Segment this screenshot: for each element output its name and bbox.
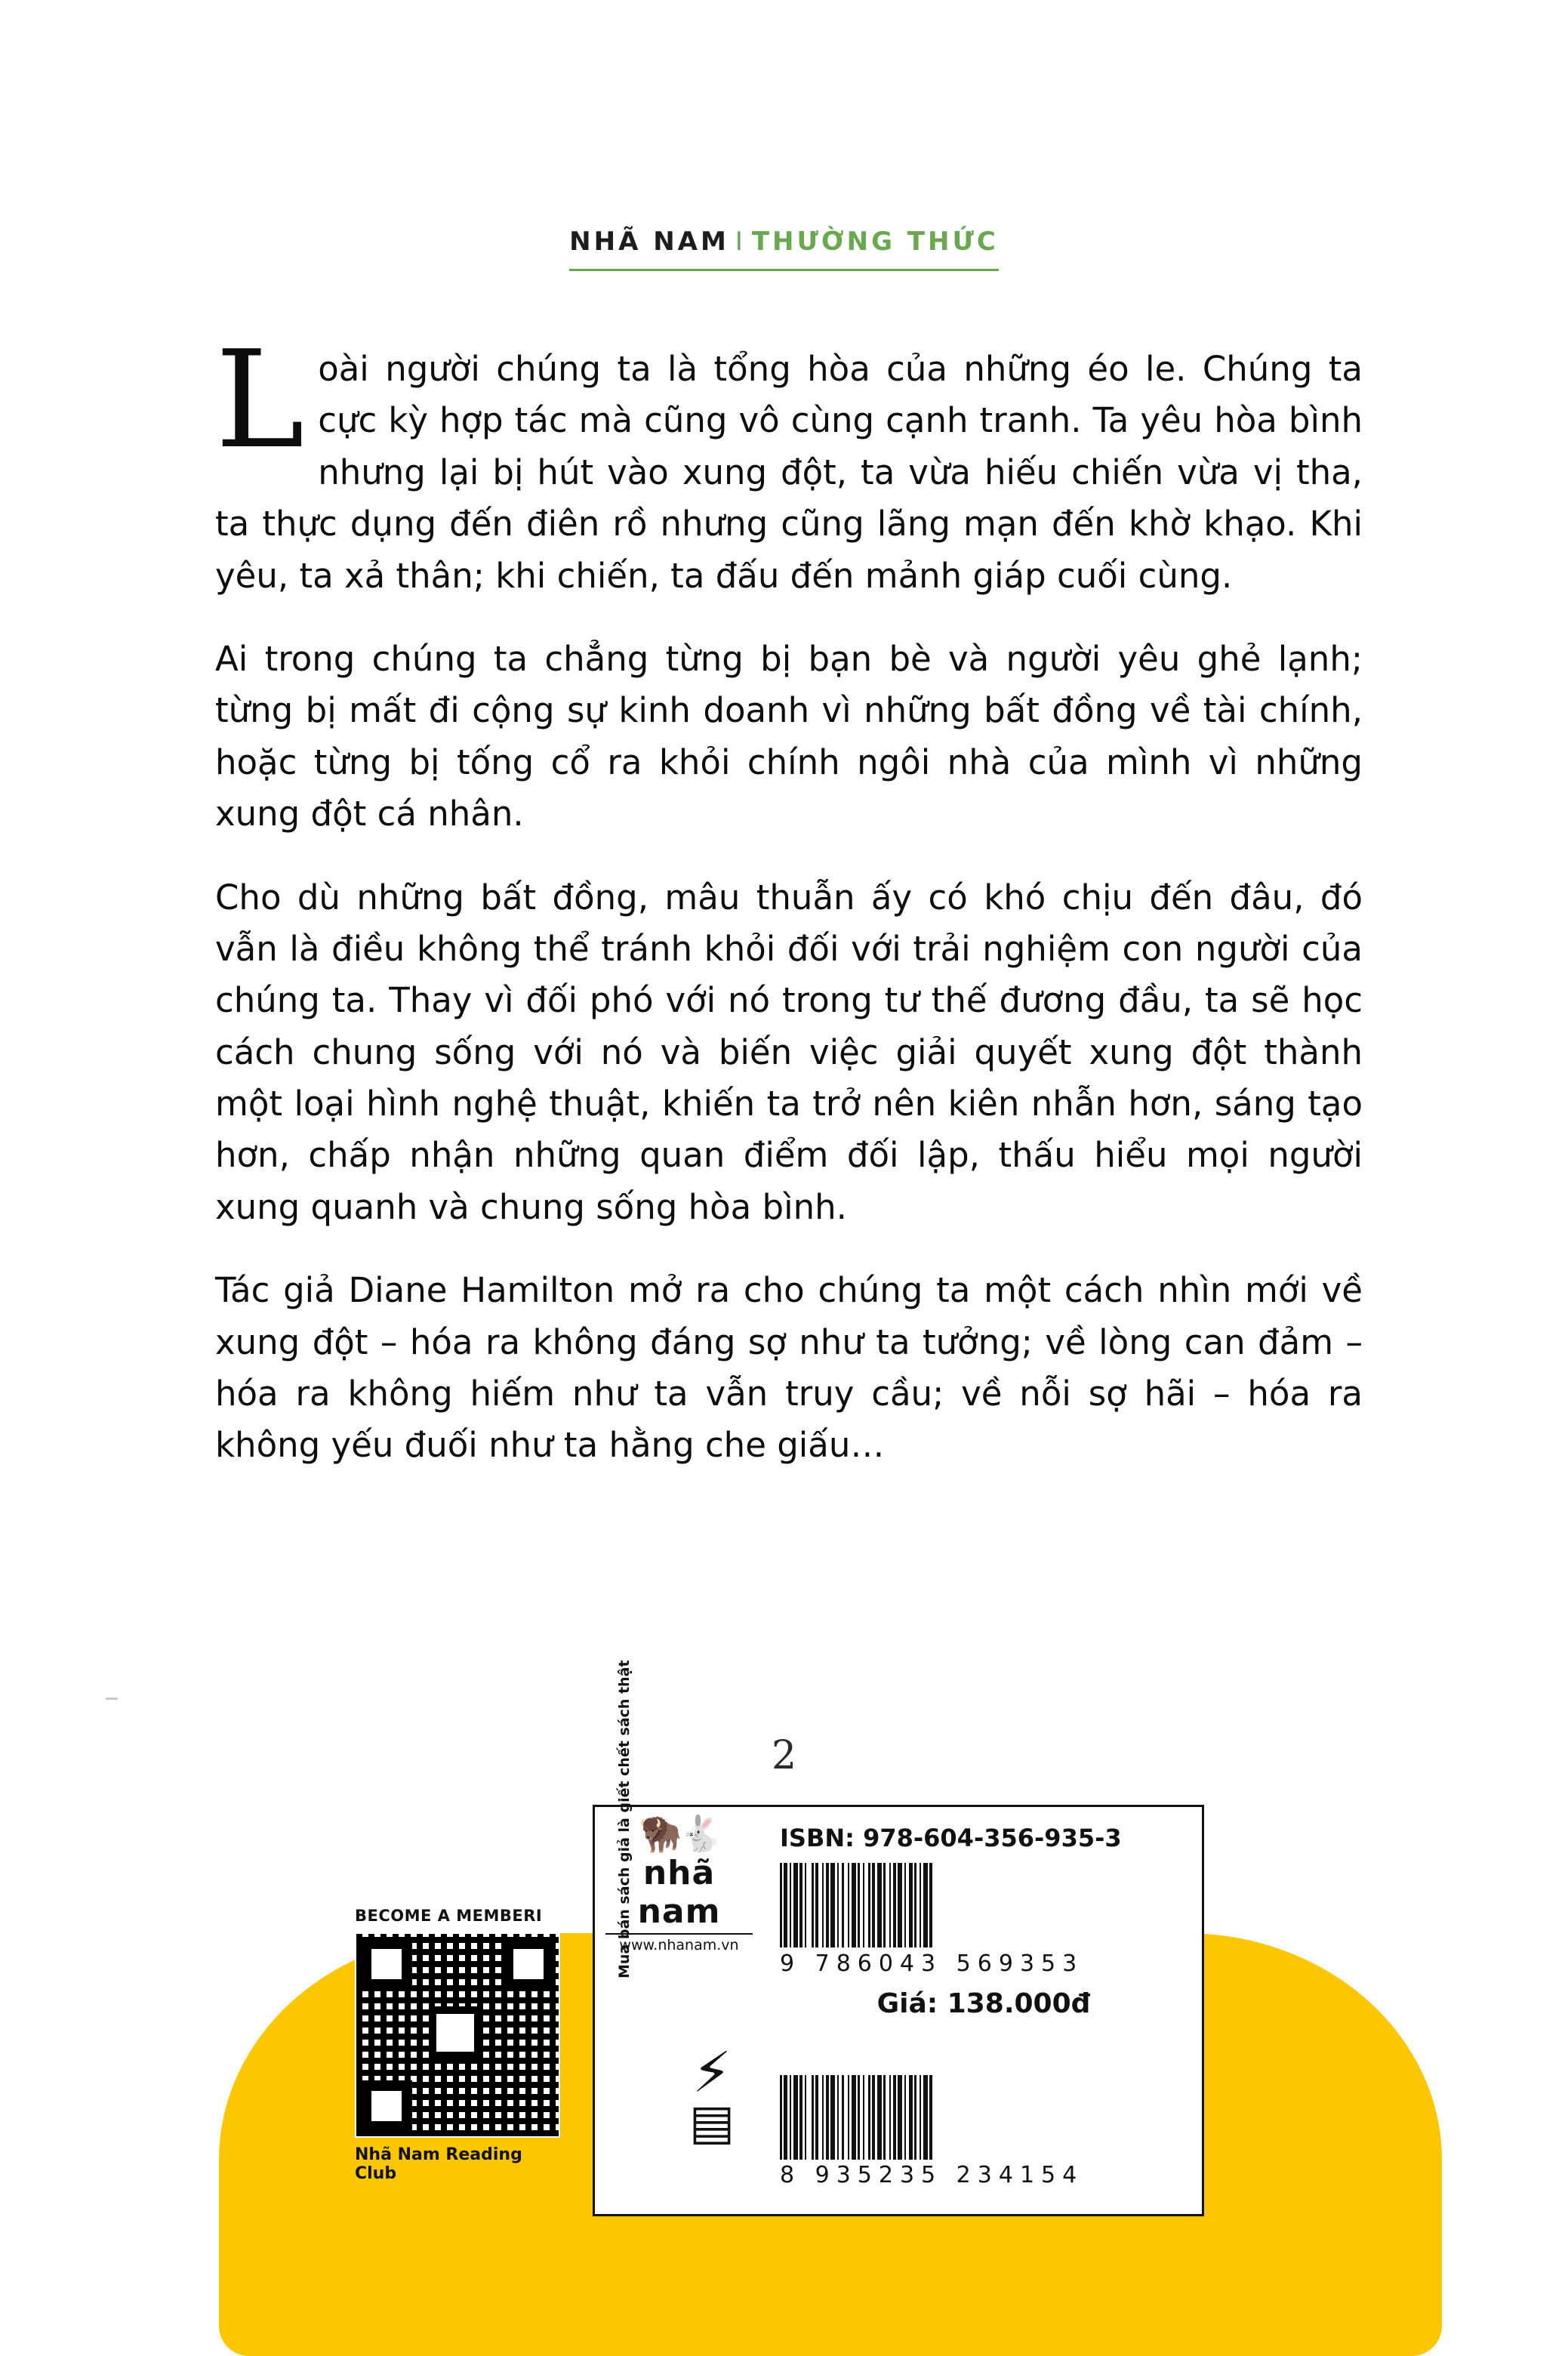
publisher-logo-name: nhã nam bbox=[637, 1854, 721, 1931]
drop-cap: L bbox=[215, 322, 305, 478]
blurb-paragraph-4: Tác giả Diane Hamilton mở ra cho chúng ta một cách nhìn mới về xung đột – hóa ra không đáng sợ như ta tưởng; về lòng can đảm – hóa ra không hiếm như ta vẫn truy cầu; về nỗi sợ hãi – hóa ra không yếu đuối như ta hằng che giấu… bbox=[215, 1270, 1363, 1466]
publisher-brand: NHÃ NAM bbox=[569, 227, 729, 257]
publisher-logo-url: www.nhanam.vn bbox=[605, 1933, 753, 1954]
publisher-logo-column bbox=[605, 1660, 760, 2207]
blurb-paragraph-3: Cho dù những bất đồng, mâu thuẫn ấy có khó chịu đến đâu, đó vẫn là điều không thể tránh khỏi đối với trải nghiệm con người của chúng ta. Thay vì đối phó với nó trong tư thế đương đầu, ta sẽ học cách chung sống với nó và biến việc giải quyết xung đột thành một loại hình nghệ thuật, khiến ta trở nên kiên nhẫn hơn, sáng tạo hơn, chấp nhận những quan điểm đối lập, thấu hiểu mọi người xung quanh và chung sống hòa bình. bbox=[215, 877, 1363, 1227]
isbn-barcode-bottom-digits: 8 935235 234154 bbox=[780, 2162, 1084, 2188]
qr-code-icon[interactable] bbox=[355, 1932, 560, 2138]
publisher-header-line bbox=[569, 227, 999, 271]
isbn-barcode-top-digits: 9 786043 569353 bbox=[780, 1950, 1084, 1977]
print-registration-mark bbox=[106, 1698, 118, 1700]
blurb-paragraph-1 bbox=[215, 322, 1363, 602]
publisher-series: THƯỜNG THỨC bbox=[751, 227, 999, 257]
cover-footer bbox=[0, 1660, 1568, 2262]
publisher-separator: I bbox=[735, 227, 746, 257]
page-number: 2 bbox=[771, 1733, 797, 1778]
isbn-label: ISBN: 978-604-356-935-3 bbox=[780, 1824, 1122, 1852]
buffalo-and-bird-icon: 🦬🐇 bbox=[639, 1813, 719, 1854]
blurb-paragraph-1-text: oài người chúng ta là tổng hòa của những éo le. Chúng ta cực kỳ hợp tác mà cũng vô cùng cạnh tranh. Ta yêu hòa bình nhưng lại bị hút vào xung đột, ta vừa hiếu chiến vừa vị tha, ta thực dụng đến điên rồ nhưng cũng lãng mạn đến khờ khạo. Khi yêu, ta xả thân; khi chiến, ta đấu đến mảnh giáp cuối cùng. bbox=[215, 349, 1363, 596]
publisher-header bbox=[0, 227, 1568, 271]
isbn-barcode-card bbox=[593, 1660, 1204, 2216]
price-label: Giá: 138.000đ bbox=[876, 1988, 1091, 2019]
isbn-barcode-top bbox=[780, 1863, 1188, 1947]
anti-piracy-text: Mua bán sách giả là giết chết sách thật bbox=[616, 1660, 633, 1978]
blurb-text bbox=[215, 322, 1363, 1472]
anti-piracy-icon: ⚡ ▤ bbox=[689, 2040, 735, 2151]
membership-title: BECOME A MEMBERI bbox=[355, 1907, 543, 1925]
membership-caption: Nhã Nam Reading Club bbox=[355, 2145, 522, 2183]
isbn-barcode-bottom bbox=[780, 2075, 1188, 2160]
blurb-paragraph-2: Ai trong chúng ta chẳng từng bị bạn bè và người yêu ghẻ lạnh; từng bị mất đi cộng sự kinh doanh vì những bất đồng về tài chính, hoặc từng bị tống cổ ra khỏi chính ngôi nhà của mình vì những xung đột cá nhân. bbox=[215, 638, 1363, 834]
membership-block bbox=[355, 1907, 566, 2183]
